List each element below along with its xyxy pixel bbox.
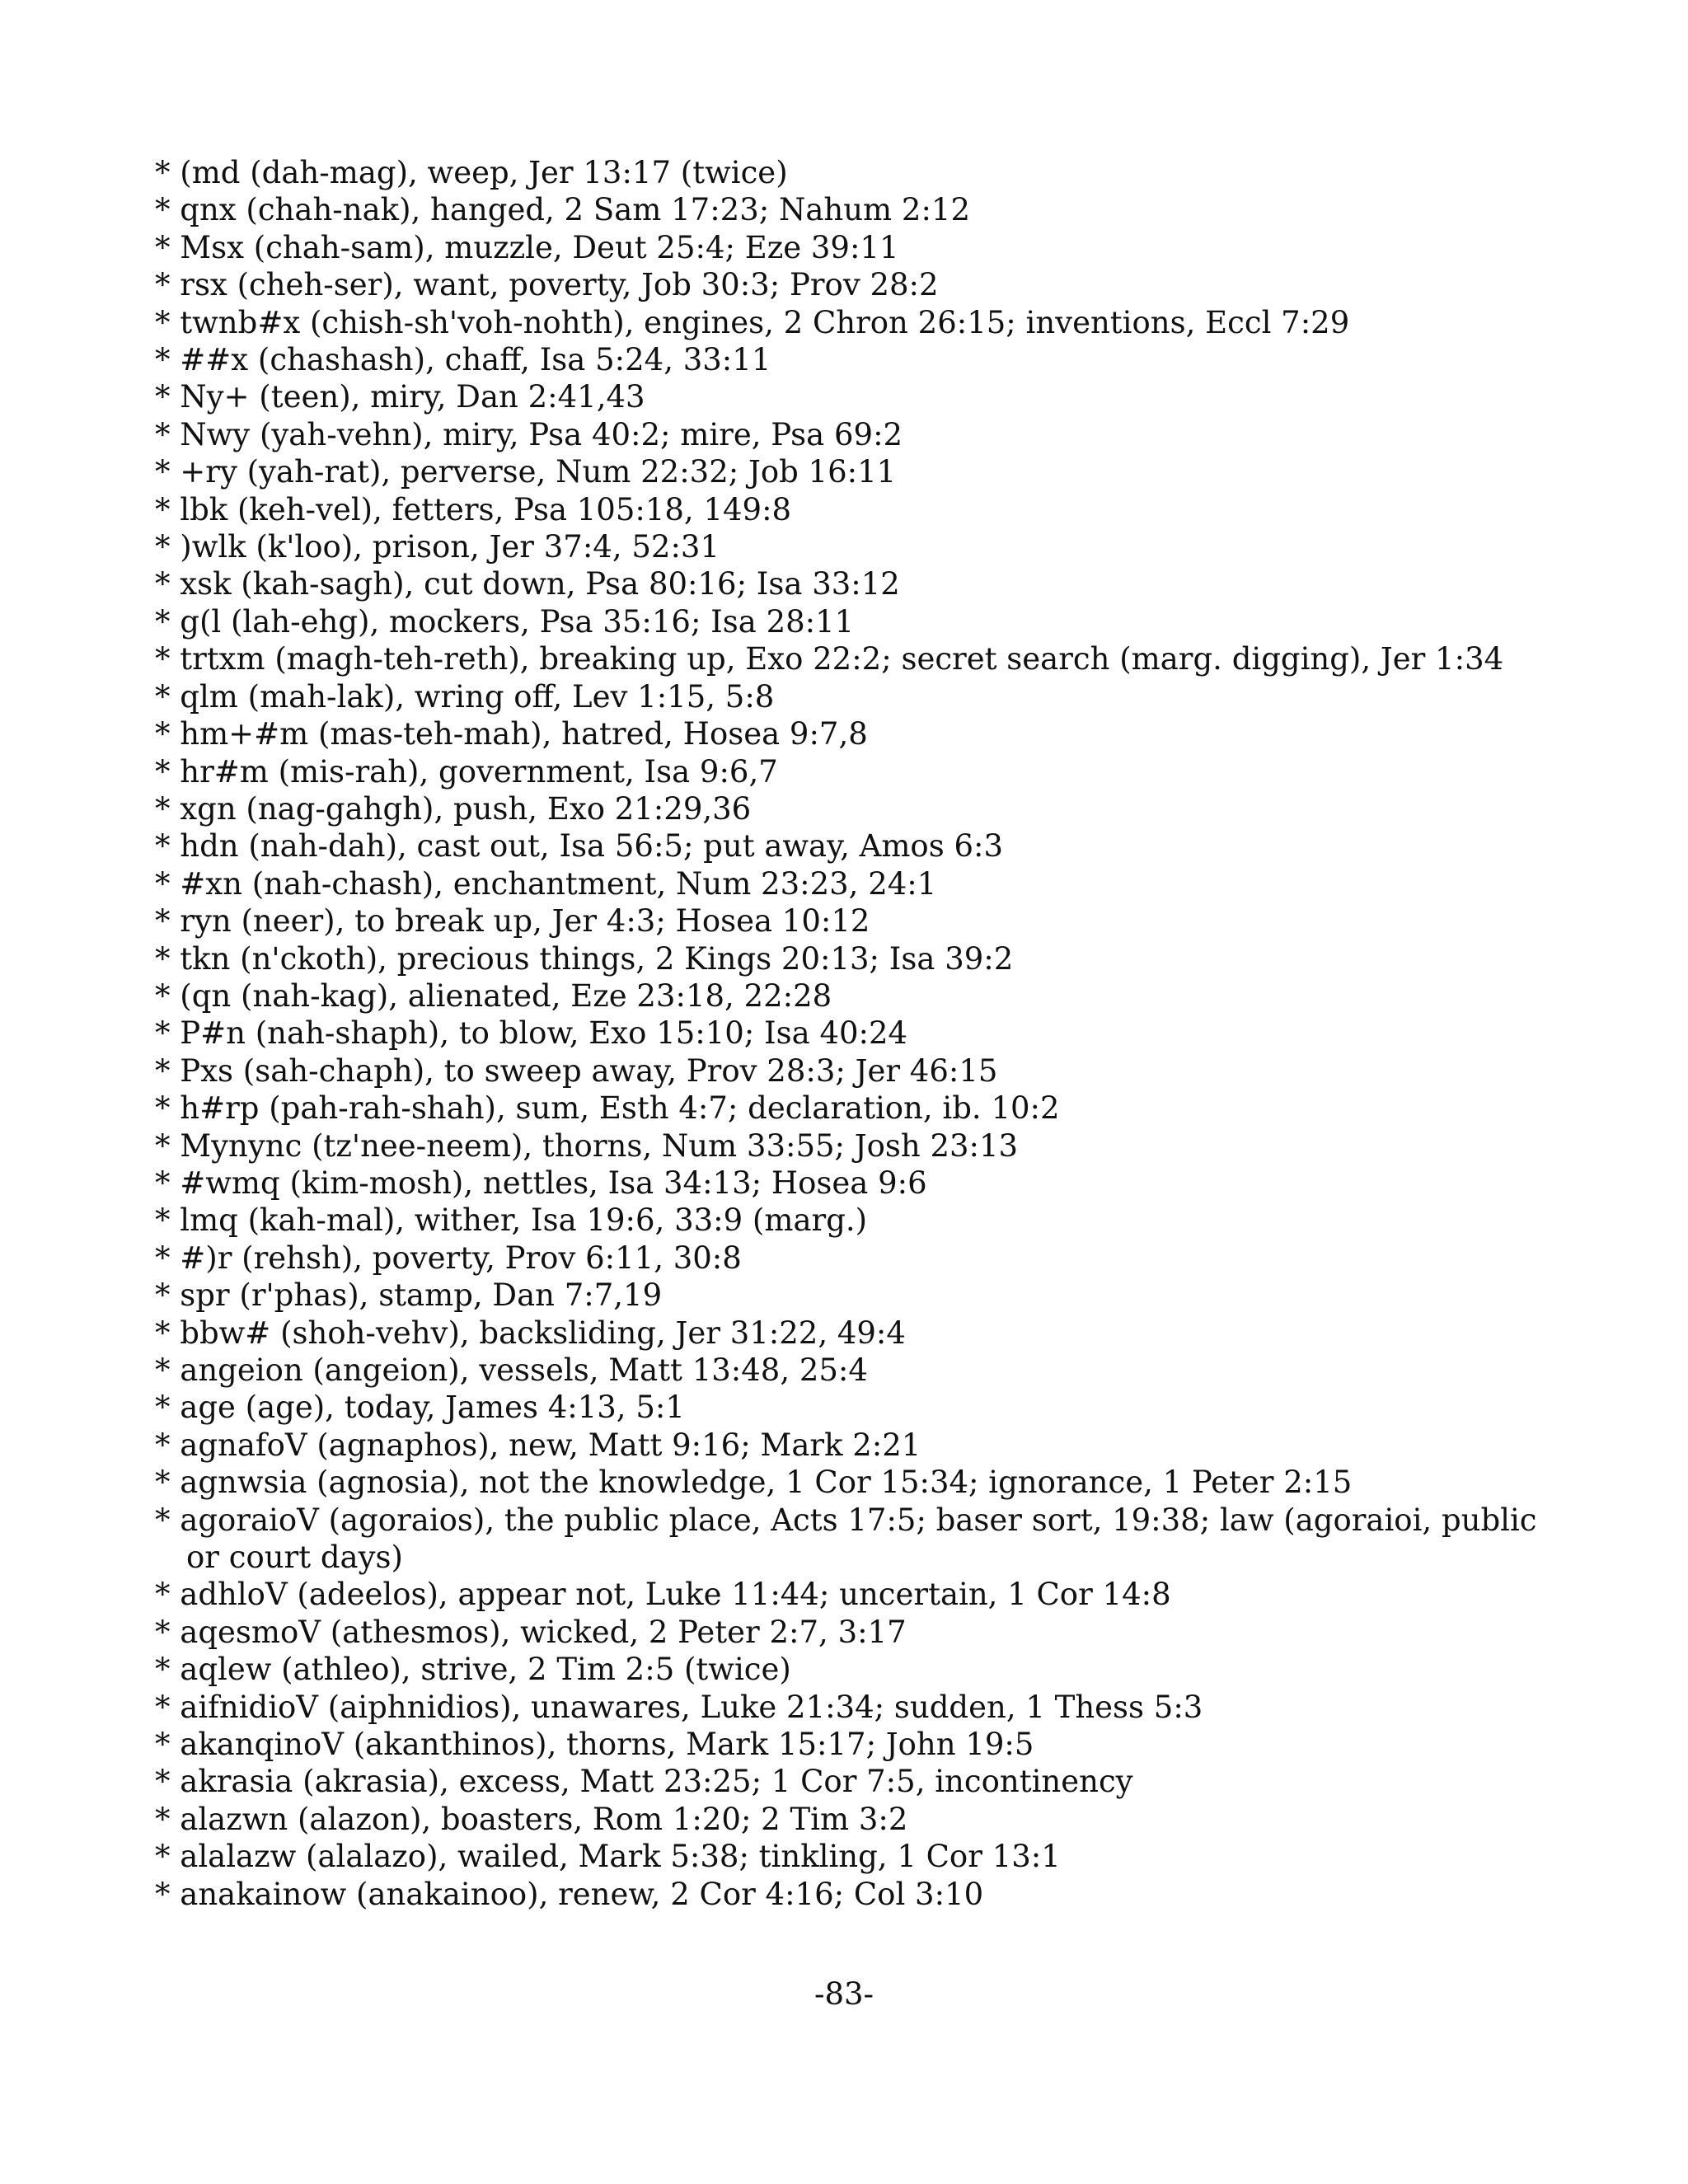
word-entry: * adhloV (adeelos), appear not, Luke 11:44; uncertain, 1 Cor 14:8 xyxy=(155,1577,1171,1613)
word-entry: * age (age), today, James 4:13, 5:1 xyxy=(155,1390,685,1426)
word-entry: * ##x (chashash), chaff, Isa 5:24, 33:11 xyxy=(155,342,771,378)
word-entry: * agnwsia (agnosia), not the knowledge, 1 Cor 15:34; ignorance, 1 Peter 2:15 xyxy=(155,1465,1353,1501)
word-entry: * h#rp (pah-rah-shah), sum, Esth 4:7; declaration, ib. 10:2 xyxy=(155,1090,1060,1127)
word-entry: * #)r (rehsh), poverty, Prov 6:11, 30:8 xyxy=(155,1240,742,1276)
word-entry: * alazwn (alazon), boasters, Rom 1:20; 2 Tim 3:2 xyxy=(155,1801,908,1837)
word-entry: * ryn (neer), to break up, Jer 4:3; Hosea 10:12 xyxy=(155,903,870,940)
word-entry: * angeion (angeion), vessels, Matt 13:48, 25:4 xyxy=(155,1352,868,1388)
word-entry: * g(l (lah-ehg), mockers, Psa 35:16; Isa 28:11 xyxy=(155,603,855,640)
word-entry: * (qn (nah-kag), alienated, Eze 23:18, 22:28 xyxy=(155,977,832,1014)
word-entry-list xyxy=(155,154,1540,1913)
word-entry: * Pxs (sah-chaph), to sweep away, Prov 28:3; Jer 46:15 xyxy=(155,1052,998,1089)
word-entry: * akrasia (akrasia), excess, Matt 23:25; 1 Cor 7:5, incontinency xyxy=(155,1764,1133,1800)
word-entry: * xgn (nag-gahgh), push, Exo 21:29,36 xyxy=(155,790,752,827)
word-entry: * P#n (nah-shaph), to blow, Exo 15:10; Isa 40:24 xyxy=(155,1015,908,1052)
word-entry: * agoraioV (agoraios), the public place, Acts 17:5; baser sort, 19:38; law (agoraioi, public or court days) xyxy=(155,1502,1537,1576)
word-entry: * anakainow (anakainoo), renew, 2 Cor 4:16; Col 3:10 xyxy=(155,1876,984,1912)
word-entry: * Nwy (yah-vehn), miry, Psa 40:2; mire, Psa 69:2 xyxy=(155,416,903,452)
word-entry: * lmq (kah-mal), wither, Isa 19:6, 33:9 (marg.) xyxy=(155,1202,868,1239)
word-entry: * trtxm (magh-teh-reth), breaking up, Exo 22:2; secret search (marg. digging), Jer 1:34 xyxy=(155,641,1504,677)
word-entry: * spr (r'phas), stamp, Dan 7:7,19 xyxy=(155,1277,663,1314)
word-entry: * akanqinoV (akanthinos), thorns, Mark 15:17; John 19:5 xyxy=(155,1727,1034,1763)
word-entry: * aqesmoV (athesmos), wicked, 2 Peter 2:7, 3:17 xyxy=(155,1614,907,1650)
word-entry: * qlm (mah-lak), wring off, Lev 1:15, 5:8 xyxy=(155,678,775,715)
word-entry: * )wlk (k'loo), prison, Jer 37:4, 52:31 xyxy=(155,529,720,565)
word-entry: * xsk (kah-sagh), cut down, Psa 80:16; Isa 33:12 xyxy=(155,566,900,602)
word-entry: * hr#m (mis-rah), government, Isa 9:6,7 xyxy=(155,753,778,790)
word-entry: * hdn (nah-dah), cast out, Isa 56:5; put away, Amos 6:3 xyxy=(155,828,1004,865)
word-entry: * aifnidioV (aiphnidios), unawares, Luke 21:34; sudden, 1 Thess 5:3 xyxy=(155,1689,1203,1725)
word-entry: * +ry (yah-rat), perverse, Num 22:32; Job 16:11 xyxy=(155,454,897,490)
word-entry: * agnafoV (agnaphos), new, Matt 9:16; Mark 2:21 xyxy=(155,1427,921,1463)
word-entry: * bbw# (shoh-vehv), backsliding, Jer 31:22, 49:4 xyxy=(155,1315,906,1351)
word-entry: * #xn (nah-chash), enchantment, Num 23:23, 24:1 xyxy=(155,865,937,902)
word-entry: * hm+#m (mas-teh-mah), hatred, Hosea 9:7,8 xyxy=(155,716,868,752)
word-entry: * Msx (chah-sam), muzzle, Deut 25:4; Eze 39:11 xyxy=(155,229,899,265)
word-entry: * Ny+ (teen), miry, Dan 2:41,43 xyxy=(155,379,645,415)
word-entry: * Mynync (tz'nee-neem), thorns, Num 33:55; Josh 23:13 xyxy=(155,1127,1019,1164)
word-entry: * qnx (chah-nak), hanged, 2 Sam 17:23; Nahum 2:12 xyxy=(155,192,970,228)
word-entry: * alalazw (alalazo), wailed, Mark 5:38; tinkling, 1 Cor 13:1 xyxy=(155,1839,1061,1875)
word-entry: * twnb#x (chish-sh'voh-nohth), engines, 2 Chron 26:15; inventions, Eccl 7:29 xyxy=(155,304,1350,340)
word-entry: * rsx (cheh-ser), want, poverty, Job 30:3; Prov 28:2 xyxy=(155,267,939,303)
word-entry: * tkn (n'ckoth), precious things, 2 Kings 20:13; Isa 39:2 xyxy=(155,940,1014,977)
word-entry: * #wmq (kim-mosh), nettles, Isa 34:13; Hosea 9:6 xyxy=(155,1165,927,1201)
word-entry: * lbk (keh-vel), fetters, Psa 105:18, 149:8 xyxy=(155,491,792,527)
word-entry: * aqlew (athleo), strive, 2 Tim 2:5 (twice) xyxy=(155,1652,791,1688)
page-number: -83- xyxy=(814,1976,874,2012)
word-entry: * (md (dah-mag), weep, Jer 13:17 (twice) xyxy=(155,155,788,190)
